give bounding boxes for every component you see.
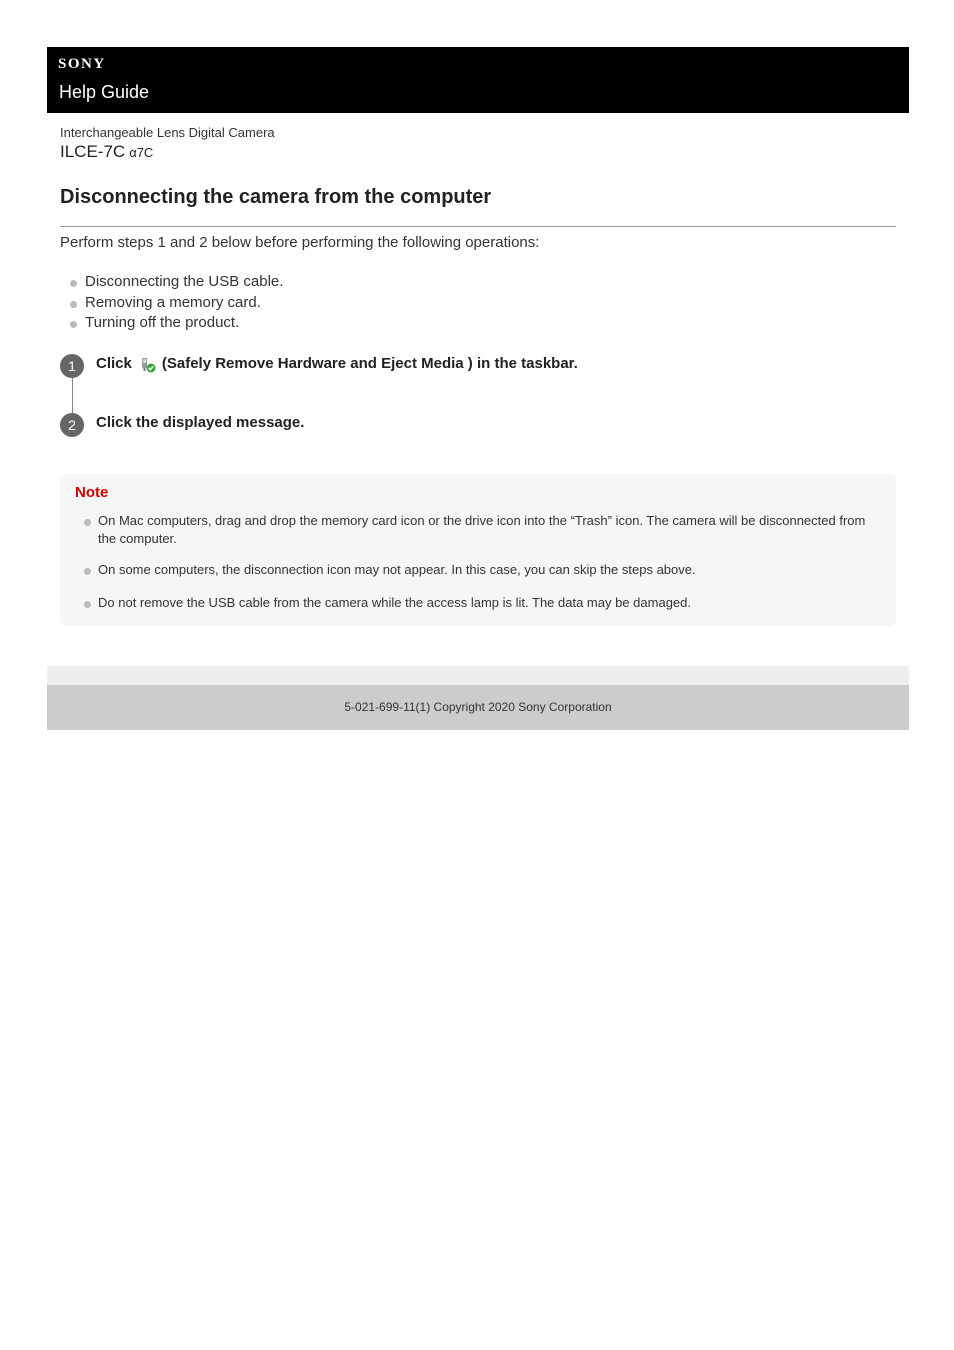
step-2-text: Click the displayed message. bbox=[96, 414, 305, 431]
step-1-badge: 1 bbox=[60, 354, 84, 378]
step-1-description: (Safely Remove Hardware and Eject Media ) in the taskbar. bbox=[161, 355, 578, 372]
bullet-dot bbox=[70, 280, 77, 287]
bullet-dot bbox=[70, 301, 77, 308]
bullet-dot bbox=[70, 321, 77, 328]
product-category: Interchangeable Lens Digital Camera bbox=[60, 125, 275, 140]
model-number: ILCE-7C bbox=[60, 142, 126, 161]
step-2-badge: 2 bbox=[60, 413, 84, 437]
list-item-text: Disconnecting the USB cable. bbox=[85, 273, 284, 290]
bullet-dot bbox=[84, 601, 91, 608]
bullet-dot bbox=[84, 568, 91, 575]
note-title: Note bbox=[75, 484, 109, 501]
list-item bbox=[84, 561, 884, 579]
list-item-text: Turning off the product. bbox=[85, 314, 240, 331]
list-item bbox=[70, 313, 283, 334]
footer-spacer bbox=[47, 666, 909, 685]
operations-list bbox=[70, 272, 283, 334]
note-box bbox=[60, 474, 896, 626]
safely-remove-hardware-icon bbox=[140, 357, 156, 377]
note-item-text: On Mac computers, drag and drop the memory card icon or the drive icon into the “Trash” icon. The camera will be disconnected from the computer. bbox=[98, 513, 866, 546]
intro-text: Perform steps 1 and 2 below before performing the following operations: bbox=[60, 234, 540, 251]
list-item bbox=[84, 594, 884, 612]
product-model bbox=[60, 142, 153, 162]
help-guide-title[interactable]: Help Guide bbox=[59, 82, 150, 102]
note-list bbox=[84, 512, 884, 612]
note-item-text: On some computers, the disconnection icon may not appear. In this case, you can skip the steps above. bbox=[98, 562, 696, 577]
sony-logo[interactable]: SONY bbox=[58, 56, 106, 72]
list-item bbox=[70, 272, 283, 293]
page-title: Disconnecting the camera from the computer bbox=[60, 186, 492, 208]
bullet-dot bbox=[84, 519, 91, 526]
list-item bbox=[84, 512, 884, 548]
header-bar bbox=[47, 47, 909, 113]
model-alias: α7C bbox=[129, 145, 154, 160]
copyright-text: 5-021-699-11(1) Copyright 2020 Sony Corporation bbox=[344, 700, 612, 714]
footer bbox=[47, 685, 909, 730]
note-item-text: Do not remove the USB cable from the camera while the access lamp is lit. The data may be damaged. bbox=[98, 595, 691, 610]
step-1-click-label: Click bbox=[96, 355, 132, 372]
list-item-text: Removing a memory card. bbox=[85, 293, 261, 311]
list-item bbox=[70, 293, 283, 314]
step-1-text bbox=[96, 355, 578, 377]
title-divider bbox=[60, 226, 896, 227]
